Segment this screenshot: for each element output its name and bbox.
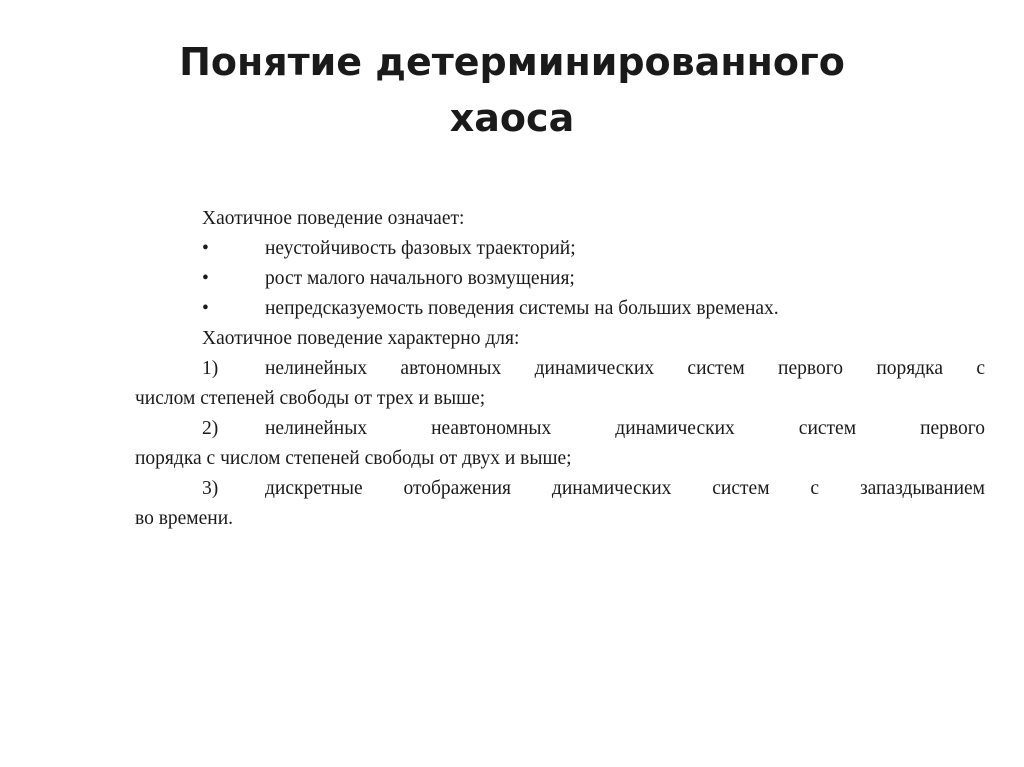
bullet-text: рост малого начального возмущения;: [265, 268, 575, 289]
slide-title: [60, 34, 964, 146]
item-continuation: порядка с числом степеней свободы от двух и выше;: [135, 448, 572, 469]
item-text: дискретные отображения динамических систем с запаздыванием: [265, 478, 985, 499]
item-continuation: во времени.: [135, 508, 234, 529]
title-line-1: Понятие детерминированного: [179, 40, 845, 84]
bullet-text: непредсказуемость поведения системы на больших временах.: [265, 298, 779, 319]
item-number: 3): [202, 478, 219, 499]
intro-text: Хаотичное поведение означает:: [202, 208, 465, 229]
numbered-item: [135, 414, 985, 444]
numbered-item: [135, 354, 985, 384]
item-number: 2): [202, 418, 219, 439]
bullet-item: [135, 294, 985, 324]
bullet-text: неустойчивость фазовых траекторий;: [265, 238, 576, 259]
item-number: 1): [202, 358, 219, 379]
text-block: [135, 204, 985, 534]
intro-text: Хаотичное поведение характерно для:: [202, 328, 520, 349]
bullet-icon: •: [202, 298, 209, 319]
numbered-item: [135, 474, 985, 504]
item-text: нелинейных неавтономных динамических систем первого: [265, 418, 985, 439]
title-line-2: хаоса: [449, 96, 575, 140]
bullet-item: [135, 234, 985, 264]
item-continuation: числом степеней свободы от трех и выше;: [135, 388, 486, 409]
bullet-item: [135, 264, 985, 294]
bullet-icon: •: [202, 238, 209, 259]
bullet-icon: •: [202, 268, 209, 289]
item-text: нелинейных автономных динамических систем первого порядка с: [265, 358, 985, 379]
